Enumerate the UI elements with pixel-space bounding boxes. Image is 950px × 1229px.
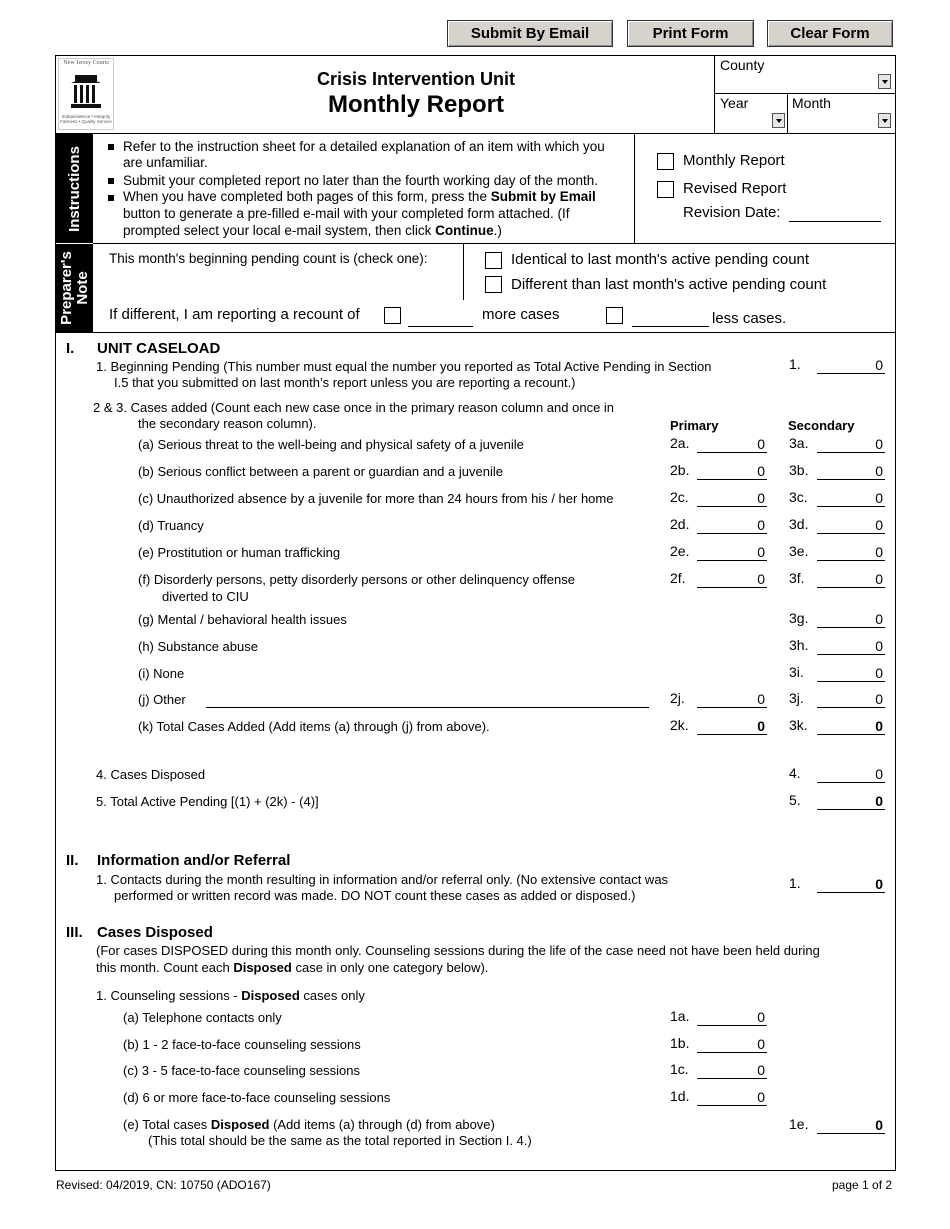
less-cases-label: less cases. [712,310,787,327]
clear-form-button[interactable]: Clear Form [767,20,893,47]
item1-value[interactable]: 0 [817,356,885,374]
more-cases-checkbox[interactable] [384,307,401,324]
primary-value[interactable]: 0 [697,516,767,534]
identical-checkbox[interactable] [485,252,502,269]
nj-courts-logo [58,58,114,130]
section3-title: Cases Disposed [97,924,213,941]
total-disposed-line1: (e) Total cases Disposed (Add items (a) through (d) from above) [123,1117,495,1132]
cases-added-line1: 2 & 3. Cases added (Count each new case once in the primary reason column and once in [93,400,615,415]
recount-text: If different, I am reporting a recount of [109,306,360,323]
instruction-3-line3: prompted select your local e-mail system, then click Continue.) [123,223,502,238]
secondary-code: 3h. [789,637,809,653]
secondary-code: 3i. [789,664,804,680]
section2-value[interactable]: 0 [817,875,885,893]
form-subtitle: Monthly Report [328,91,504,118]
primary-value[interactable]: 0 [697,435,767,453]
counseling-sessions-heading: 1. Counseling sessions - Disposed cases only [96,988,365,1003]
section1-number: I. [66,340,75,357]
item4-value[interactable]: 0 [817,765,885,783]
primary-code: 2a. [670,435,690,451]
item1-code: 1. [789,356,801,372]
total-disposed-value[interactable]: 0 [817,1116,885,1134]
secondary-code: 3a. [789,435,809,451]
month-dropdown[interactable] [878,113,891,128]
case-row-text: (h) Substance abuse [138,639,258,654]
counseling-value[interactable]: 0 [697,1035,767,1053]
section3-intro-line2: this month. Count each Disposed case in only one category below). [96,960,489,975]
secondary-code: 3c. [789,489,808,505]
primary-value[interactable]: 0 [697,489,767,507]
secondary-code: 3b. [789,462,809,478]
total-disposed-line2: (This total should be the same as the total reported in Section I. 4.) [148,1133,532,1148]
instruction-1-line1: Refer to the instruction sheet for a detailed explanation of an item with which you [123,139,605,154]
item5-value[interactable]: 0 [817,792,885,810]
county-label: County [720,57,765,73]
case-row-text: (j) Other [138,692,186,707]
revised-report-checkbox[interactable] [657,181,674,198]
case-row-text: (i) None [138,666,185,681]
primary-value[interactable]: 0 [697,717,767,735]
year-dropdown[interactable] [772,113,785,128]
secondary-value[interactable]: 0 [817,664,885,682]
primary-code: 2f. [670,570,686,586]
counseling-value[interactable]: 0 [697,1061,767,1079]
secondary-value[interactable]: 0 [817,462,885,480]
counseling-code: 1a. [670,1008,690,1024]
item5-code: 5. [789,792,801,808]
logo-top-text: New Jersey Courts [63,60,109,66]
section2-code: 1. [789,875,801,891]
submit-by-email-button[interactable]: Submit By Email [447,20,613,47]
instruction-3-line2: button to generate a pre-filled e-mail with your completed form attached. (If [123,206,570,221]
secondary-code: 3k. [789,717,808,733]
preparers-note-sidebar [56,244,93,332]
primary-value[interactable]: 0 [697,462,767,480]
primary-code: 2d. [670,516,690,532]
total-disposed-code: 1e. [789,1116,809,1132]
secondary-code: 3g. [789,610,809,626]
counseling-row-text: (d) 6 or more face-to-face counseling sessions [123,1090,391,1105]
case-row-text: (e) Prostitution or human trafficking [138,545,341,560]
cases-added-line2: the secondary reason column). [138,416,317,431]
form-title: Crisis Intervention Unit [316,69,516,89]
case-row-text: (k) Total Cases Added (Add items (a) through (j) from above). [138,719,490,734]
monthly-report-checkbox[interactable] [657,153,674,170]
month-label: Month [792,95,831,111]
year-label: Year [720,95,749,111]
identical-label: Identical to last month's active pending count [511,251,810,268]
courthouse-emblem-icon [59,69,113,111]
footer-page: page 1 of 2 [832,1178,893,1192]
counseling-row-text: (c) 3 - 5 face-to-face counseling sessions [123,1063,360,1078]
case-row-text: (f) Disorderly persons, petty disorderly persons or other delinquency offense [138,572,575,587]
secondary-value[interactable]: 0 [817,690,885,708]
secondary-value[interactable]: 0 [817,570,885,588]
counseling-row-text: (b) 1 - 2 face-to-face counseling sessions [123,1037,361,1052]
counseling-code: 1d. [670,1088,690,1104]
counseling-row-text: (a) Telephone contacts only [123,1010,282,1025]
instructions-sidebar [56,134,93,243]
case-row-text: (b) Serious conflict between a parent or guardian and a juvenile [138,464,503,479]
less-cases-checkbox[interactable] [606,307,623,324]
counseling-code: 1b. [670,1035,690,1051]
case-row-text: (c) Unauthorized absence by a juvenile for more than 24 hours from his / her home [138,491,614,506]
section3-number: III. [66,924,83,941]
secondary-code: 3j. [789,690,804,706]
section2-line2: performed or written record was made. DO NOT count these cases as added or disposed.) [114,888,636,903]
counseling-value[interactable]: 0 [697,1088,767,1106]
primary-code: 2b. [670,462,690,478]
section2-number: II. [66,852,79,869]
more-cases-input[interactable] [408,309,473,327]
secondary-code: 3e. [789,543,809,559]
secondary-value[interactable]: 0 [817,717,885,735]
case-row-text-2: diverted to CIU [162,589,249,604]
revision-date-input[interactable] [789,204,881,222]
revised-report-label: Revised Report [683,180,787,197]
case-row-text: (a) Serious threat to the well-being and physical safety of a juvenile [138,437,524,452]
cases-disposed-label: 4. Cases Disposed [96,767,206,782]
beginning-pending-line1: 1. Beginning Pending (This number must equal the number you reported as Total Active Pending in Section [96,359,712,374]
secondary-value[interactable]: 0 [817,543,885,561]
secondary-value[interactable]: 0 [817,516,885,534]
preparers-note-label: Preparer's Note [57,251,91,325]
secondary-value[interactable]: 0 [817,610,885,628]
different-label: Different than last month's active pending count [511,276,827,293]
print-form-button[interactable]: Print Form [627,20,754,47]
primary-code: 2c. [670,489,689,505]
item4-code: 4. [789,765,801,781]
case-row-text: (g) Mental / behavioral health issues [138,612,347,627]
beginning-pending-line2: I.5 that you submitted on last month’s report unless you are reporting a recount.) [114,375,576,390]
secondary-header: Secondary [788,418,855,433]
counseling-value[interactable]: 0 [697,1008,767,1026]
section2-line1: 1. Contacts during the month resulting in information and/or referral only. (No extensive contact was [96,872,669,887]
less-cases-input[interactable] [632,309,709,327]
primary-header: Primary [670,418,719,433]
secondary-value[interactable]: 0 [817,435,885,453]
primary-value[interactable]: 0 [697,570,767,588]
instruction-1-line2: are unfamiliar. [123,155,208,170]
instruction-2: Submit your completed report no later than the fourth working day of the month. [123,173,599,188]
footer-revision: Revised: 04/2019, CN: 10750 (ADO167) [56,1178,271,1192]
primary-value[interactable]: 0 [697,543,767,561]
case-row-text: (d) Truancy [138,518,204,533]
primary-code: 2j. [670,690,685,706]
secondary-value[interactable]: 0 [817,489,885,507]
instruction-3-line1: When you have completed both pages of this form, press the Submit by Email [123,189,596,204]
logo-bottom-text: Independence • Integrity Fairness • Quality Service [60,114,112,124]
other-description-input[interactable] [206,707,649,708]
secondary-code: 3f. [789,570,805,586]
total-active-pending-label: 5. Total Active Pending [(1) + (2k) - (4)] [96,794,319,809]
pending-count-text: This month's beginning pending count is (check one): [109,251,428,266]
counseling-code: 1c. [670,1061,689,1077]
county-dropdown[interactable] [878,74,891,89]
primary-value[interactable]: 0 [697,690,767,708]
different-checkbox[interactable] [485,276,502,293]
secondary-code: 3d. [789,516,809,532]
instructions-label: Instructions [65,145,83,232]
section1-title: UNIT CASELOAD [97,340,221,357]
revision-date-label: Revision Date: [683,204,781,221]
primary-code: 2k. [670,717,689,733]
secondary-value[interactable]: 0 [817,637,885,655]
monthly-report-label: Monthly Report [683,152,785,169]
primary-code: 2e. [670,543,690,559]
section2-title: Information and/or Referral [97,852,291,869]
more-cases-label: more cases [482,306,560,323]
section3-intro-line1: (For cases DISPOSED during this month only. Counseling sessions during the life of the case need not have been held during [96,943,820,958]
